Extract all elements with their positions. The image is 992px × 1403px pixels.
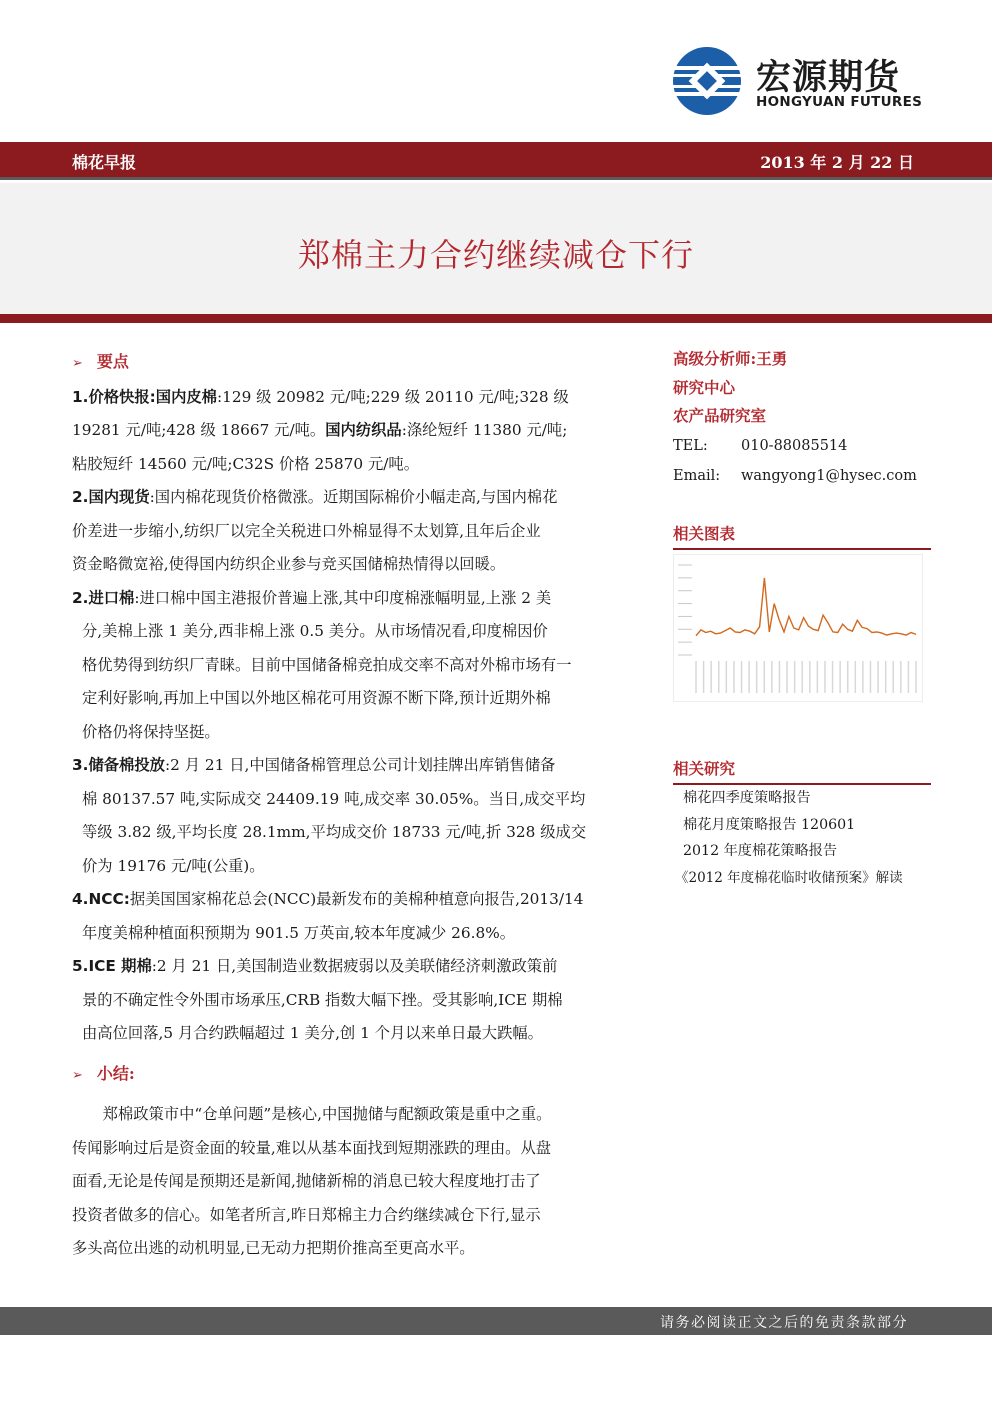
key-points-heading: ➢ 要点 xyxy=(72,352,129,371)
footer-band xyxy=(0,1307,992,1335)
report-type: 棉花早报 xyxy=(72,153,137,172)
point-3: 2.进口棉:进口棉中国主港报价普遍上涨,其中印度棉涨幅明显,上涨 2 美 分,美棉上涨 1 美分,西非棉上涨 0.5 美分。从市场情况看,印度棉因价 格优势得到纺织厂青睐。目前中国储备棉竞拍成交率不高对外棉市场有一 定利好影响,再加上中国以外地区棉花可用资源不断下降,预计近期外棉 价格仍将保持坚挺。 xyxy=(72,588,572,741)
arrow-bullet-icon: ➢ xyxy=(72,356,83,371)
department-agri-research: 农产品研究室 xyxy=(673,406,767,425)
related-chart xyxy=(673,554,923,702)
price-line-chart xyxy=(674,555,924,703)
title-divider xyxy=(0,314,992,323)
summary-heading: ➢ 小结: xyxy=(72,1063,135,1083)
point-4: 3.储备棉投放:2 月 21 日,中国储备棉管理总公司计划挂牌出库销售储备 棉 80137.57 吨,实际成交 24409.19 吨,成交率 30.05%。当日,成交平均 等级 3.82 级,平均长度 28.1mm,平均成交价 18733 元/吨,折 328 级成交 价为 19176 元/吨(公重)。 xyxy=(72,756,587,875)
sidebar xyxy=(673,345,933,491)
report-title: 郑棉主力合约继续减仓下行 xyxy=(297,236,694,274)
title-area xyxy=(0,183,992,314)
hongyuan-logo-icon xyxy=(672,46,742,116)
disclaimer-note: 请务必阅读正文之后的免责条款部分 xyxy=(660,1315,908,1331)
research-link[interactable]: 2012 年度棉花策略报告 xyxy=(683,843,838,859)
analyst-name: 高级分析师:王勇 xyxy=(673,349,788,368)
research-link[interactable]: 棉花月度策略报告 120601 xyxy=(683,816,856,833)
research-link[interactable]: 棉花四季度策略报告 xyxy=(683,790,811,806)
point-6: 5.ICE 期棉:2 月 21 日,美国制造业数据疲弱以及美联储经济刺激政策前 景的不确定性令外围市场承压,CRB 指数大幅下挫。受其影响,ICE 期棉 由高位回落,5 月合约跌幅超过 1 美分,创 1 个月以来单日最大跌幅。 xyxy=(72,957,563,1042)
summary-body: 郑棉政策市中“仓单问题”是核心,中国抛储与配额政策是重中之重。 传闻影响过后是资金面的较量,难以从基本面找到短期涨跌的理由。从盘 面看,无论是传闻是预期还是新闻,抛储新棉的消息已较大程度地打击了 投资者做多的信心。如笔者所言,昨日郑棉主力合约继续减仓下行,显示 多头高位出逃的动机明显,已无动力把期价推高至更高水平。 xyxy=(72,1105,552,1257)
contact-email: Email: wangyong1@hysec.com xyxy=(673,467,917,484)
department-research-center: 研究中心 xyxy=(673,377,736,397)
point-2: 2.国内现货:国内棉花现货价格微涨。近期国际棉价小幅走高,与国内棉花 价差进一步缩小,纺织厂以完全关税进口外棉显得不太划算,且年后企业 资金略微宽裕,使得国内纺织企业参与竞买国储棉热情得以回暖。 xyxy=(72,488,558,573)
report-date: 2013 年 2 月 22 日 xyxy=(760,153,914,172)
brand-name-cn: 宏源期货 xyxy=(756,58,901,98)
contact-tel: TEL: 010-88085514 xyxy=(673,437,848,454)
header-band xyxy=(0,142,992,180)
brand-name-en: HONGYUAN FUTURES xyxy=(756,94,923,110)
main-content xyxy=(72,345,642,1266)
series-line xyxy=(696,578,916,636)
related-chart-heading: 相关图表 xyxy=(673,522,931,550)
related-research-list xyxy=(675,785,903,891)
email-link[interactable]: wangyong1@hysec.com xyxy=(741,467,917,484)
company-logo xyxy=(672,46,923,116)
research-link[interactable]: 《2012 年度棉花临时收储预案》解读 xyxy=(675,869,903,886)
arrow-bullet-icon: ➢ xyxy=(72,1067,83,1083)
point-1: 1.价格快报:国内皮棉:129 级 20982 元/吨;229 级 20110 元/吨;328 级 19281 元/吨;428 级 18667 元/吨。国内纺织品:涤纶短纤 11380 元/吨; 粘胶短纤 14560 元/吨;C32S 价格 25870 元/吨。 xyxy=(72,387,569,473)
point-5: 4.NCC:据美国国家棉花总会(NCC)最新发布的美棉种植意向报告,2013/14 年度美棉种植面积预期为 901.5 万英亩,较本年度减少 26.8%。 xyxy=(72,890,584,942)
related-research-heading: 相关研究 xyxy=(673,757,931,785)
